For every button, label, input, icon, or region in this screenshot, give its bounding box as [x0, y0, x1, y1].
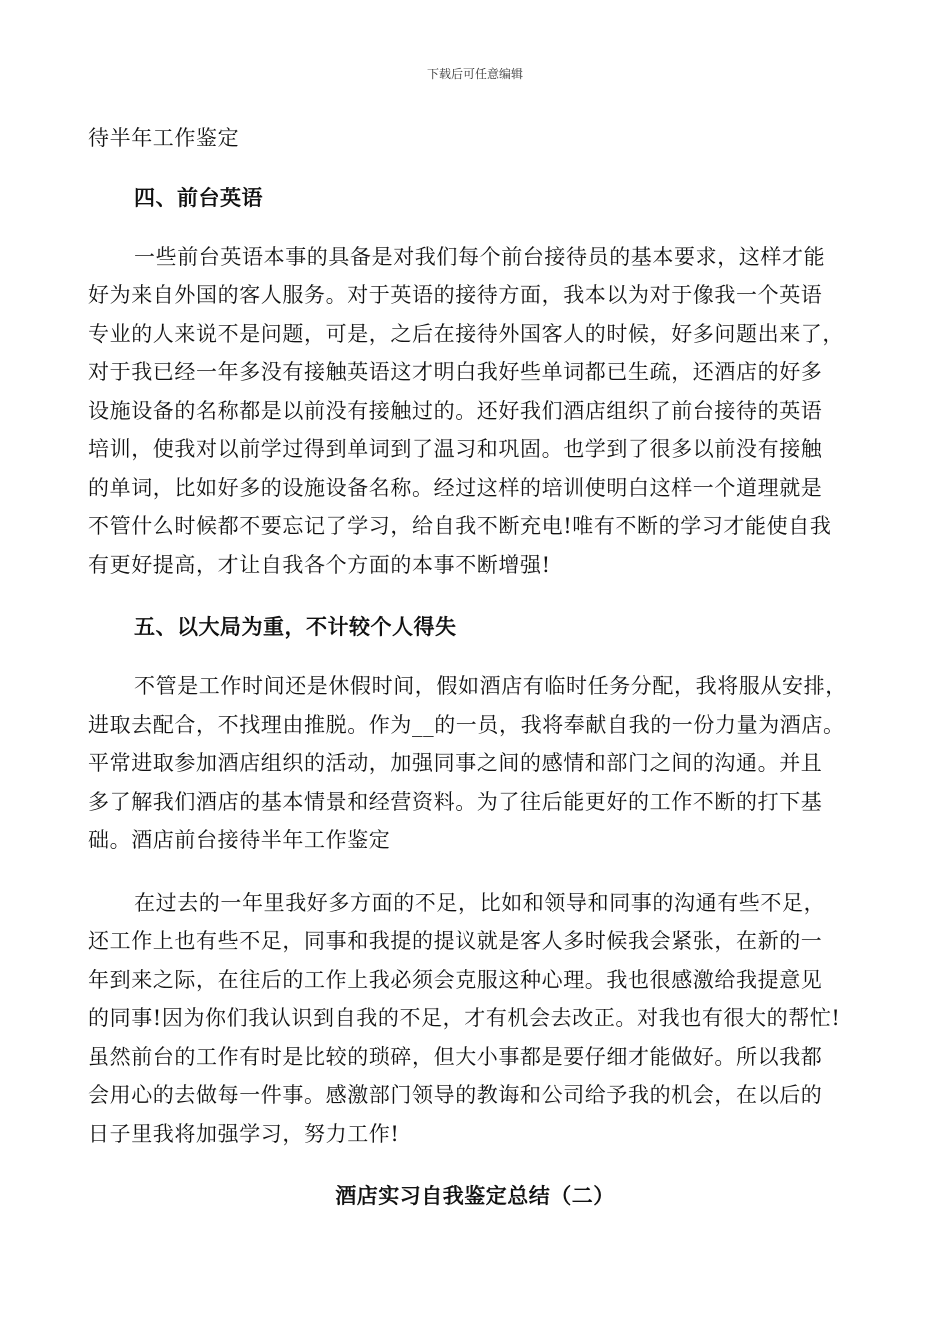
- paragraph-line: 好为来自外国的客人服务。对于英语的接待方面，我本以为对于像我一个英语: [88, 283, 823, 307]
- paragraph-line: 虽然前台的工作有时是比较的琐碎，但大小事都是要仔细才能做好。所以我都: [88, 1044, 823, 1069]
- paragraph-line: 日子里我将加强学习，努力工作!: [88, 1121, 400, 1146]
- section-5-paragraph-2: [88, 884, 862, 1154]
- paragraph-line: 不管是工作时间还是休假时间，假如酒店有临时任务分配，我将服从安排，: [134, 674, 847, 698]
- paragraph-line: 础。酒店前台接待半年工作鉴定: [88, 828, 391, 852]
- paragraph-line: 进取去配合，不找理由推脱。作为__的一员，我将奉献自我的一份力量为酒店。: [88, 712, 845, 737]
- document-body: [88, 119, 862, 1215]
- paragraph-line: 多了解我们酒店的基本情景和经营资料。为了往后能更好的工作不断的打下基: [88, 789, 823, 814]
- next-section-title: 酒店实习自我鉴定总结（二）: [335, 1183, 615, 1208]
- paragraph-line: 一些前台英语本事的具备是对我们每个前台接待员的基本要求，这样才能: [134, 244, 826, 269]
- paragraph-line: 年到来之际，在往后的工作上我必须会克服这种心理。我也很感激给我提意见: [88, 967, 823, 992]
- paragraph-line: 的同事!因为你们我认识到自我的不足，才有机会去改正。对我也有很大的帮忙!: [88, 1006, 841, 1030]
- paragraph-line: 专业的人来说不是问题，可是，之后在接待外国客人的时候，好多问题出来了，: [88, 321, 844, 346]
- paragraph-line: 不管什么时候都不要忘记了学习，给自我不断充电!唯有不断的学习才能使自我: [88, 514, 832, 538]
- paragraph-line: 对于我已经一年多没有接触英语这才明白我好些单词都已生疏，还酒店的好多: [88, 360, 823, 384]
- paragraph-line: 会用心的去做每一件事。感激部门领导的教诲和公司给予我的机会，在以后的: [88, 1083, 823, 1107]
- paragraph-line: 培训，使我对以前学过得到单词到了温习和巩固。也学到了很多以前没有接触: [88, 437, 823, 461]
- section-5-heading: 五、以大局为重，不计较个人得失: [134, 614, 457, 639]
- paragraph-line: 还工作上也有些不足，同事和我提的提议就是客人多时候我会紧张，在新的一: [88, 929, 823, 953]
- page-header-note: 下载后可任意编辑: [426, 67, 523, 81]
- paragraph-line: 平常进取参加酒店组织的活动，加强同事之间的感情和部门之间的沟通。并且: [88, 751, 823, 775]
- section-4-paragraph: [88, 238, 862, 585]
- section-5-paragraph-1: [88, 667, 862, 860]
- continuation-line: 待半年工作鉴定: [88, 126, 240, 150]
- paragraph-line: 设施设备的名称都是以前没有接触过的。还好我们酒店组织了前台接待的英语: [88, 398, 823, 423]
- paragraph-line: 的单词，比如好多的设施设备名称。经过这样的培训使明白这样一个道理就是: [88, 475, 823, 500]
- paragraph-line: 在过去的一年里我好多方面的不足，比如和领导和同事的沟通有些不足，: [134, 890, 826, 915]
- paragraph-line: 有更好提高，才让自我各个方面的本事不断增强!: [88, 552, 551, 577]
- section-4-heading: 四、前台英语: [134, 184, 263, 210]
